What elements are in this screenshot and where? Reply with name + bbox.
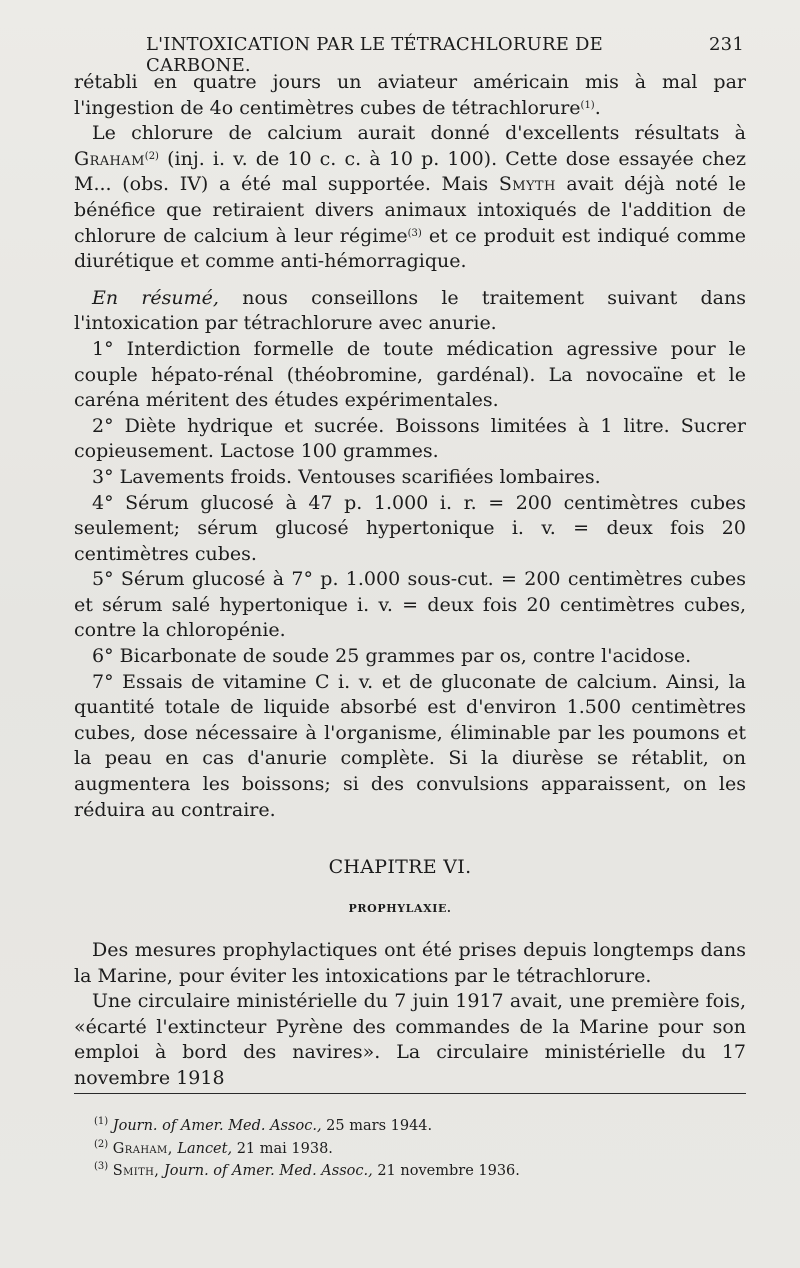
treatment-item-6: 6° Bicarbonate de soude 25 grammes par os, contre l'acidose.	[92, 645, 692, 668]
footnotes	[94, 1115, 734, 1183]
treatment-item-7: 7° Essais de vitamine C i. v. et de gluconate de calcium. Ainsi, la quantité totale de liquide absorbé est d'environ 1.500 centimètres cubes, dose nécessaire à l'organisme, éliminable par les poumons et la peau en cas d'anurie complète. Si la diurèse se rétablit, on augmentera les boissons; si des convulsions apparaissent, on les réduira au contraire.	[74, 670, 746, 821]
footnote-divider	[74, 1093, 746, 1094]
treatment-item-5: 5° Sérum glucosé à 7° p. 1.000 sous-cut. = 200 centimètres cubes et sérum salé hypertonique i. v. = deux fois 20 centimètres cubes, contre la chloropénie.	[74, 568, 746, 642]
footnote-3: $^{(3)}$ Smith, Journ. of Amer. Med. Assoc., 21 novembre 1936.	[94, 1161, 520, 1179]
footnote-1: $^{(1)}$ Journ. of Amer. Med. Assoc., 25 mars 1944.	[94, 1116, 433, 1134]
chapter-body-text	[74, 938, 746, 1092]
footnote-2: $^{(2)}$ Graham, Lancet, 21 mai 1938.	[94, 1138, 333, 1157]
paragraph-2: Le chlorure de calcium aurait donné d'excellents résultats à Graham$^{(2)}$ (inj. i. v. de 10 c. c. à 10 p. 100). Cette dose essayée chez M... (obs. IV) a été mal supportée. Mais Smyth avait déjà noté le bénéfice que retiraient divers animaux intoxiqués de l'addition de chlorure de calcium à leur régime$^{(3)}$ et ce produit est indiqué comme diurétique et comme anti-hémorragique.	[74, 122, 746, 273]
chapter-title: CHAPITRE VI.	[328, 856, 472, 878]
treatment-item-1: 1° Interdiction formelle de toute médication agressive pour le couple hépato-rénal (théobromine, gardénal). La novocaïne et le caréna méritent des études expérimentales.	[74, 337, 746, 412]
running-title: L'INTOXICATION PAR LE TÉTRACHLORURE DE CARBONE.	[146, 34, 604, 76]
footnote-ref-3[interactable]: (3)	[407, 227, 422, 239]
treatment-item-3: 3° Lavements froids. Ventouses scarifiées lombaires.	[92, 465, 601, 488]
page-number: 231	[709, 34, 744, 55]
treatment-item-4: 4° Sérum glucosé à 47 p. 1.000 i. r. = 200 centimètres cubes seulement; sérum glucosé hypertonique i. v. = deux fois 20 centimètres cubes.	[74, 491, 746, 565]
paragraph-summary: En résumé, nous conseillons le traitement suivant dans l'intoxication par tétrachlorure avec anurie.	[74, 286, 746, 335]
footnote-ref-1[interactable]: (1)	[580, 99, 595, 111]
treatment-item-2: 2° Diète hydrique et sucrée. Boissons limitées à 1 litre. Sucrer copieusement. Lactose 100 grammes.	[74, 414, 746, 463]
footnote-ref-2[interactable]: (2)	[144, 150, 159, 162]
author-name: Smyth	[498, 173, 556, 196]
chapter-paragraph-1: Des mesures prophylactiques ont été prises depuis longtemps dans la Marine, pour éviter les intoxications par le tétrachlorure.	[74, 939, 746, 987]
section-title: PROPHYLAXIE.	[348, 902, 452, 915]
body-text	[74, 70, 746, 823]
chapter-paragraph-2: Une circulaire ministérielle du 7 juin 1917 avait, une première fois, «écarté l'extincteur Pyrène des commandes de la Marine pour son emploi à bord des navires». La circulaire ministérielle du 17 novembre 1918	[74, 990, 746, 1089]
author-name: Graham	[74, 147, 145, 170]
paragraph-1: rétabli en quatre jours un aviateur américain mis à mal par l'ingestion de 4o centimètres cubes de tétrachlorure$^{(1)}$.	[74, 71, 746, 119]
